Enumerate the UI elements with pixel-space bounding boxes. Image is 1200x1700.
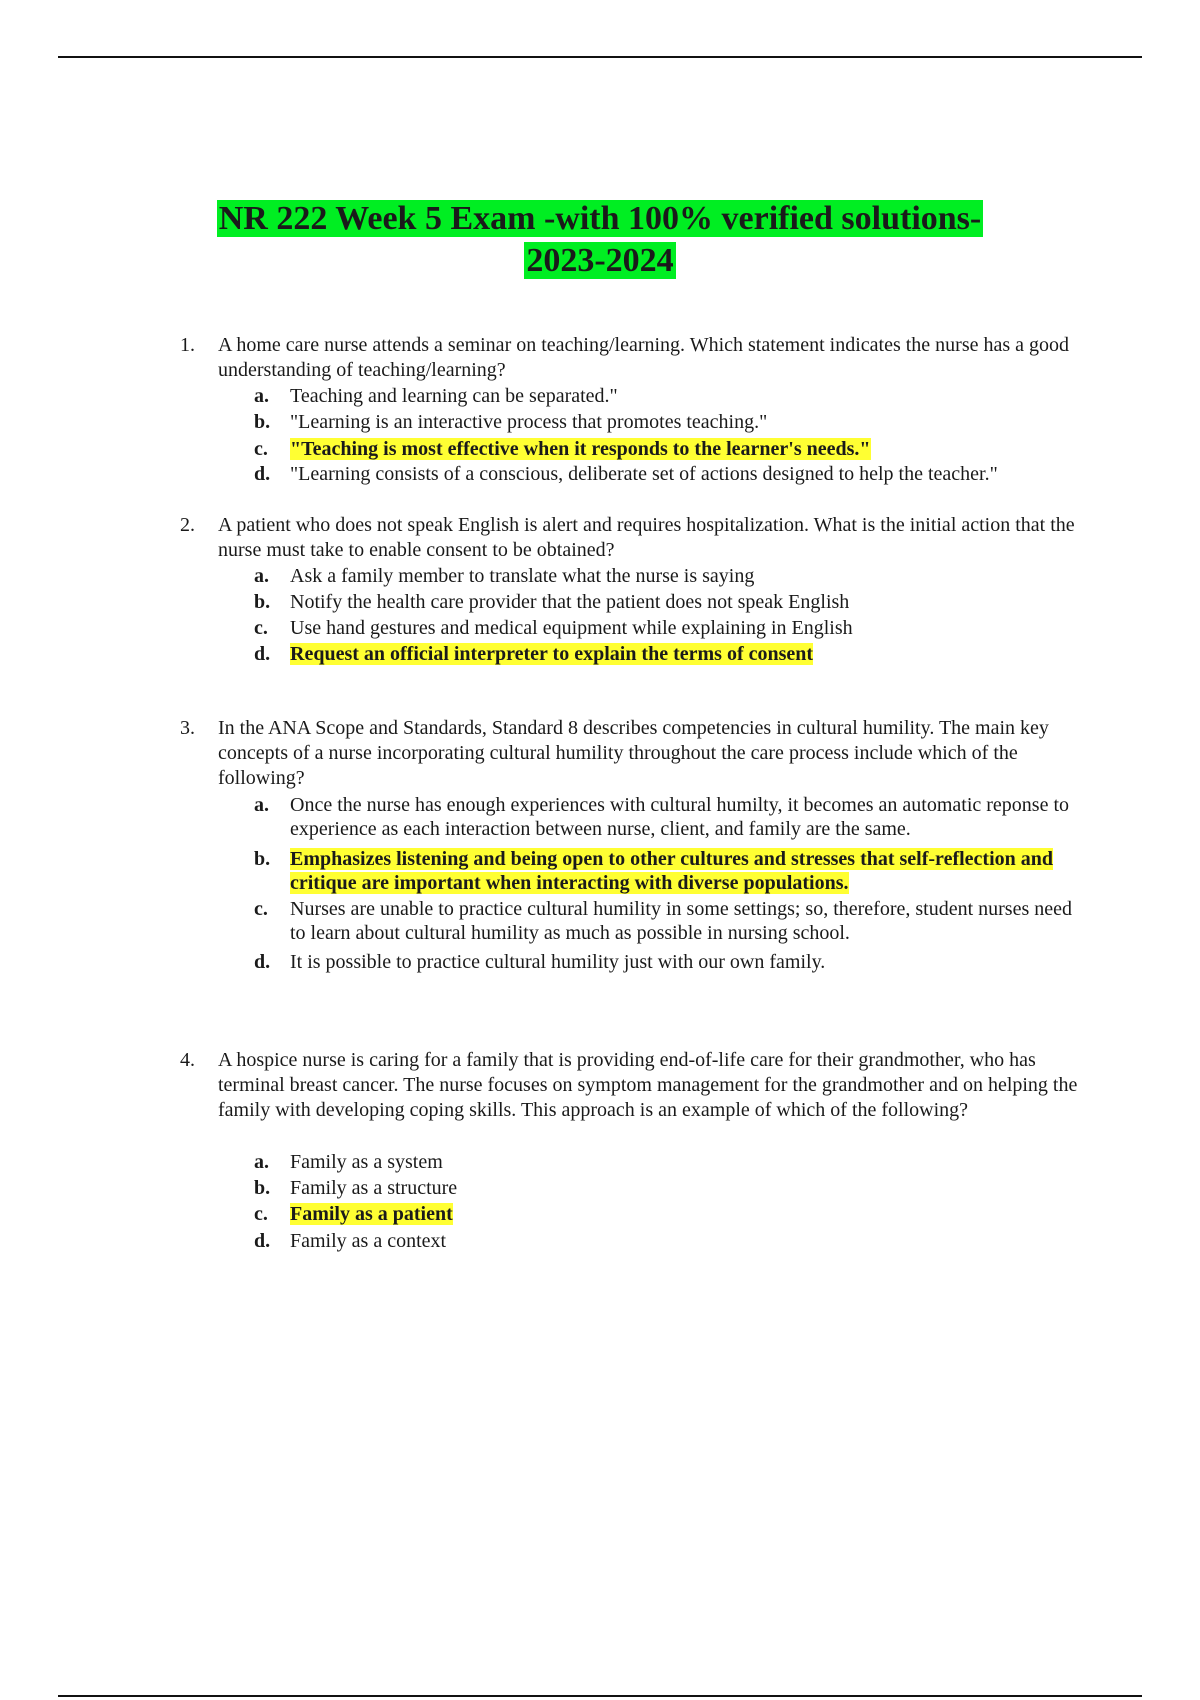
option-letter: d. [254, 951, 271, 973]
option-letter: b. [254, 411, 271, 433]
option-letter: b. [254, 591, 271, 613]
option-letter: c. [254, 898, 268, 920]
question-number: 3. [180, 717, 195, 739]
option-letter: a. [254, 385, 269, 407]
option-letter: c. [254, 1203, 268, 1225]
question-number: 1. [180, 334, 195, 356]
option-text: Nurses are unable to practice cultural humility in some settings; so, therefore, student nurses need to learn about cultural humility as much as possible in nursing school. [290, 898, 1073, 944]
option-letter: a. [254, 1151, 269, 1173]
option-letter: c. [254, 617, 268, 639]
top-rule [58, 56, 1142, 58]
option-text: Family as a structure [290, 1177, 458, 1199]
question-text: A home care nurse attends a seminar on teaching/learning. Which statement indicates the nurse has a good understanding of teaching/learning? [218, 334, 1070, 381]
option-text: It is possible to practice cultural humility just with our own family. [290, 951, 826, 973]
document-title [0, 198, 1200, 282]
question-number: 2. [180, 514, 195, 536]
option-letter: a. [254, 565, 269, 587]
option-text: Notify the health care provider that the patient does not speak English [290, 591, 850, 613]
option-text-highlighted: Request an official interpreter to explain the terms of consent [290, 643, 814, 665]
option-letter: a. [254, 794, 269, 816]
question-text: A patient who does not speak English is alert and requires hospitalization. What is the initial action that the nurse must take to enable consent to be obtained? [218, 514, 1075, 561]
question-text: In the ANA Scope and Standards, Standard 8 describes competencies in cultural humility. The main key concepts of a nurse incorporating cultural humility throughout the care process include which of the following? [218, 717, 1049, 789]
question-number: 4. [180, 1049, 195, 1071]
option-text: Once the nurse has enough experiences with cultural humilty, it becomes an automatic reponse to experience as each interaction between nurse, client, and family are the same. [290, 794, 1070, 840]
option-text: Family as a system [290, 1151, 443, 1173]
option-text: "Learning consists of a conscious, deliberate set of actions designed to help the teacher." [290, 463, 998, 485]
option-letter: d. [254, 643, 271, 665]
bottom-rule [58, 1695, 1142, 1697]
option-text: "Learning is an interactive process that promotes teaching." [290, 411, 768, 433]
option-text-highlighted: Family as a patient [290, 1203, 453, 1225]
option-text-highlighted: Emphasizes listening and being open to other cultures and stresses that self-reflection and critique are important when interacting with diverse populations. [290, 848, 1053, 894]
title-line-2: 2023-2024 [526, 242, 674, 279]
option-letter: b. [254, 848, 271, 870]
option-text: Use hand gestures and medical equipment while explaining in English [290, 617, 853, 639]
option-letter: d. [254, 1230, 271, 1252]
option-text: Ask a family member to translate what the nurse is saying [290, 565, 755, 587]
option-letter: d. [254, 463, 271, 485]
question-text: A hospice nurse is caring for a family that is providing end-of-life care for their grandmother, who has terminal breast cancer. The nurse focuses on symptom management for the grandmother and on helping the family with developing coping skills. This approach is an example of which of the following? [218, 1049, 1078, 1121]
option-text: Teaching and learning can be separated." [290, 385, 618, 407]
title-line-1: NR 222 Week 5 Exam -with 100% verified solutions- [218, 200, 982, 237]
option-text-highlighted: "Teaching is most effective when it responds to the learner's needs." [290, 438, 871, 460]
option-letter: b. [254, 1177, 271, 1199]
option-letter: c. [254, 438, 268, 460]
option-text: Family as a context [290, 1230, 447, 1252]
